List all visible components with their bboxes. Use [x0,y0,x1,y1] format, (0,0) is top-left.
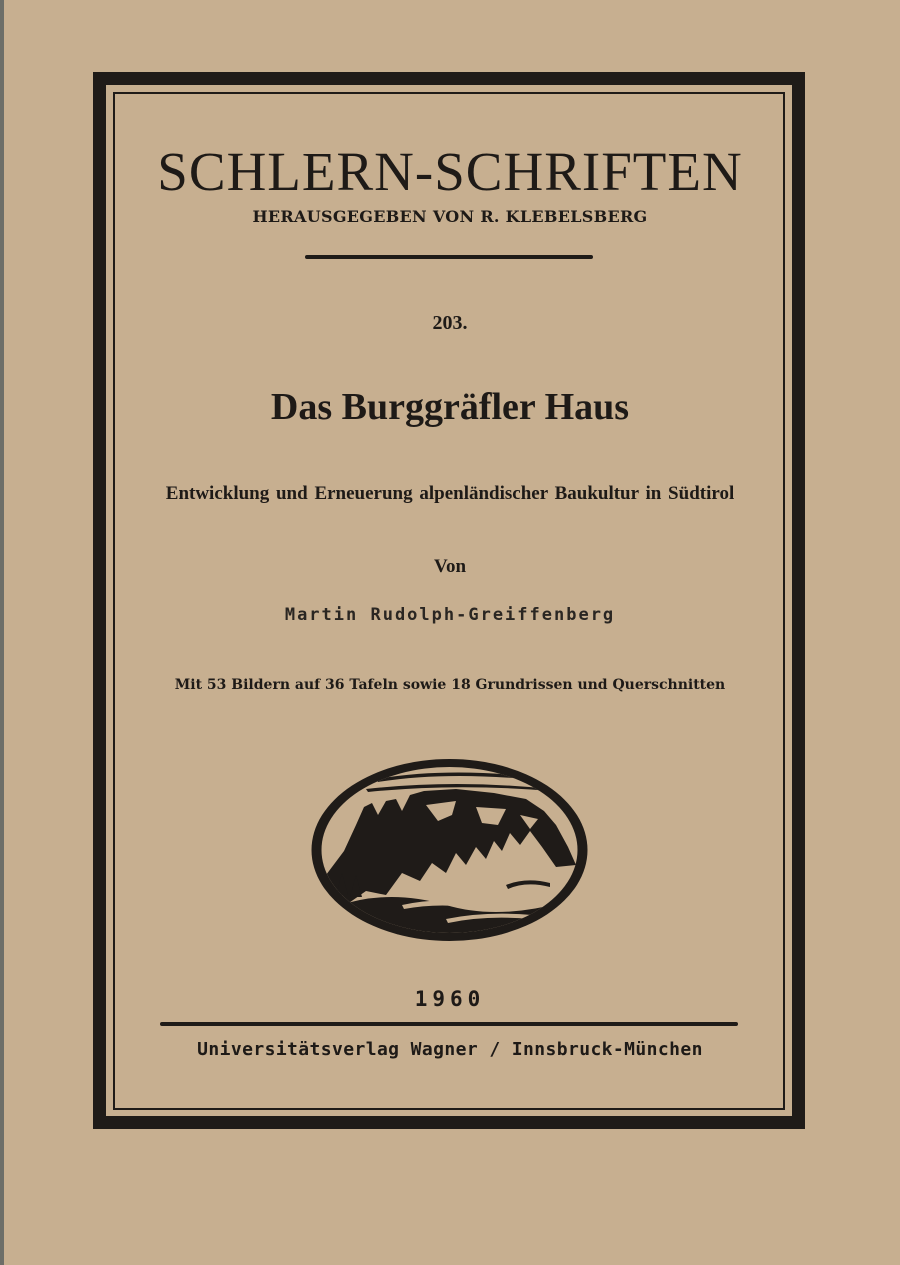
book-title: Das Burggräfler Haus [270,386,630,428]
cover-frame-inner [113,92,785,1110]
bottom-divider-rule [160,1022,738,1026]
by-label: Von [433,556,467,577]
volume-number: 203. [432,312,468,334]
book-subtitle: Entwicklung und Erneuerung alpenländischer Baukultur in Südtirol [165,483,735,504]
top-divider-rule [305,255,593,259]
publication-year: 1960 [414,987,486,1011]
author-name: Martin Rudolph-Greiffenberg [284,605,616,625]
illustrations-note: Mit 53 Bildern auf 36 Tafeln sowie 18 Grundrissen und Querschnitten [174,677,726,693]
mountain-vignette-icon [306,755,593,945]
series-title: SCHLERN-SCHRIFTEN [157,141,743,202]
publisher: Universitätsverlag Wagner / Innsbruck-München [197,1039,703,1060]
editor-line: HERAUSGEGEBEN VON R. KLEBELSBERG [252,207,648,226]
